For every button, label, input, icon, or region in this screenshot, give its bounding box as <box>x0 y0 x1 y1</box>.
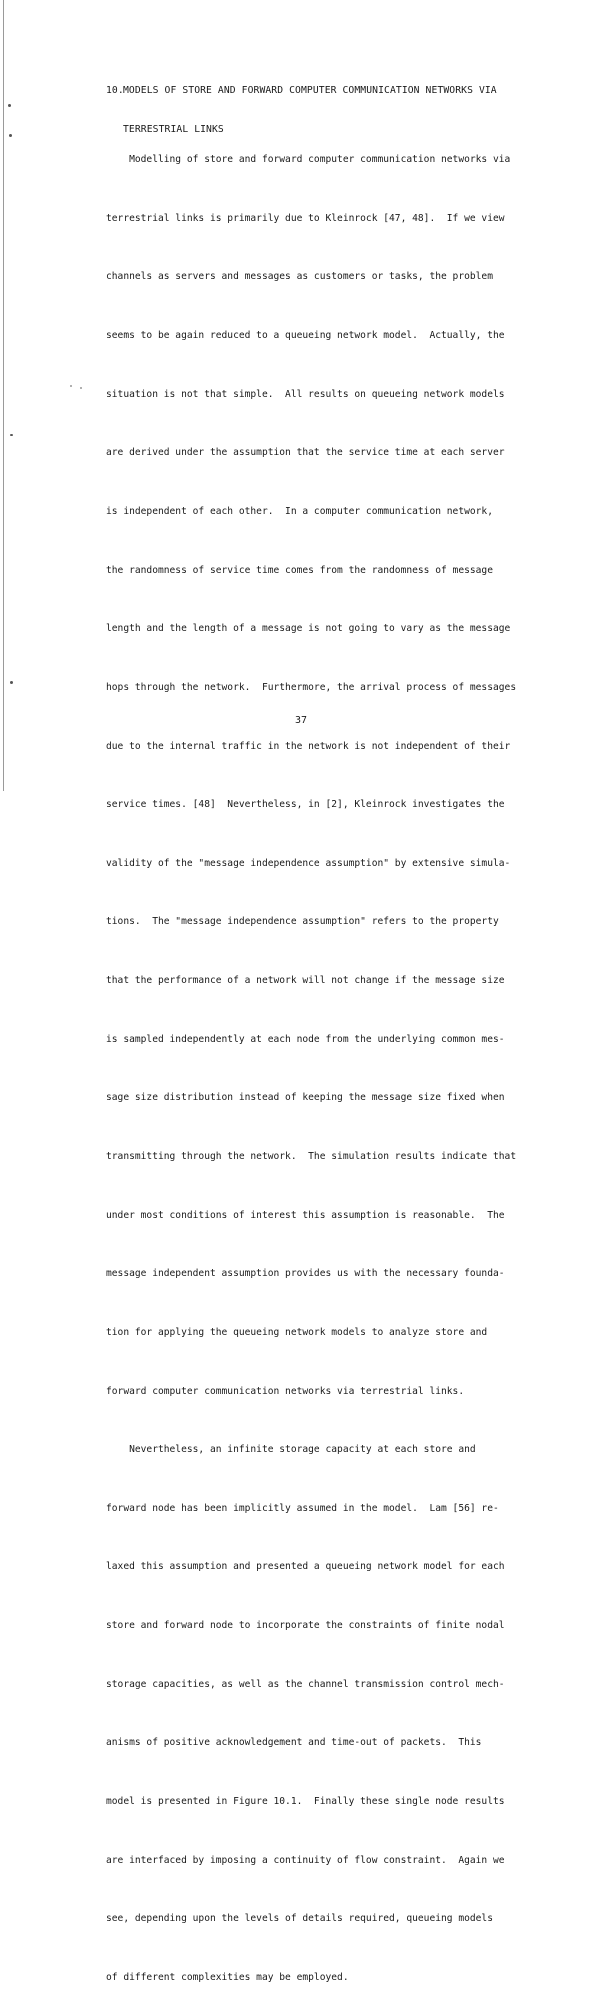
section-heading-line1 <box>106 84 497 97</box>
page-number: 37 <box>295 715 308 726</box>
body-line: anisms of positive acknowledgement and time-out of packets. This <box>106 1737 482 1749</box>
body-line: storage capacities, as well as the channel transmission control mech- <box>106 1678 505 1690</box>
body-line: forward computer communication networks via terrestrial links. <box>106 1385 465 1397</box>
body-line: laxed this assumption and presented a queueing network model for each <box>106 1561 505 1573</box>
scan-speck <box>8 104 11 107</box>
section-title-line2: TERRESTRIAL LINKS <box>123 124 224 135</box>
body-line: transmitting through the network. The simulation results indicate that <box>106 1150 517 1162</box>
body-line: forward node has been implicitly assumed in the model. Lam [56] re- <box>106 1502 499 1514</box>
body-line: terrestrial links is primarily due to Kleinrock [47, 48]. If we view <box>106 212 505 224</box>
body-line: tions. The "message independence assumption" refers to the property <box>106 916 499 928</box>
body-line: tion for applying the queueing network models to analyze store and <box>106 1326 488 1338</box>
body-line: are interfaced by imposing a continuity of flow constraint. Again we <box>106 1854 505 1866</box>
body-line: seems to be again reduced to a queueing network model. Actually, the <box>106 330 505 342</box>
body-line: length and the length of a message is not going to vary as the message <box>106 623 511 635</box>
body-line: that the performance of a network will not change if the message size <box>106 975 505 987</box>
section-title-line1: MODELS OF STORE AND FORWARD COMPUTER COMMUNICATION NETWORKS VIA <box>123 85 497 96</box>
scan-speck <box>10 434 13 436</box>
body-line: see, depending upon the levels of details required, queueing models <box>106 1913 493 1925</box>
scan-speck <box>9 134 12 137</box>
body-line: is sampled independently at each node from the underlying common mes- <box>106 1033 505 1045</box>
body-line: sage size distribution instead of keeping the message size fixed when <box>106 1092 505 1104</box>
body-line: validity of the "message independence assumption" by extensive simula- <box>106 857 511 869</box>
body-line: message independent assumption provides us with the necessary founda- <box>106 1268 505 1280</box>
body-line: situation is not that simple. All results on queueing network models <box>106 388 505 400</box>
section-number: 10. <box>106 85 124 96</box>
body-line: is independent of each other. In a computer communication network, <box>106 505 493 517</box>
body-line: store and forward node to incorporate the constraints of finite nodal <box>106 1620 505 1632</box>
body-line: Modelling of store and forward computer communication networks via <box>106 154 511 166</box>
body-line: service times. [48] Nevertheless, in [2], Kleinrock investigates the <box>106 799 505 811</box>
body-line: are derived under the assumption that the service time at each server <box>106 447 505 459</box>
body-text <box>106 111 546 2007</box>
page-left-edge <box>3 0 4 791</box>
body-line: due to the internal traffic in the network is not independent of their <box>106 740 511 752</box>
body-line: channels as servers and messages as customers or tasks, the problem <box>106 271 493 283</box>
scan-speck <box>10 681 13 684</box>
scan-speck <box>80 387 82 389</box>
body-line: the randomness of service time comes from the randomness of message <box>106 564 493 576</box>
body-line: under most conditions of interest this assumption is reasonable. The <box>106 1209 505 1221</box>
body-line: Nevertheless, an infinite storage capacity at each store and <box>106 1444 476 1456</box>
scan-speck <box>70 385 72 387</box>
body-line: model is presented in Figure 10.1. Finally these single node results <box>106 1796 505 1808</box>
body-line: hops through the network. Furthermore, the arrival process of messages <box>106 681 517 693</box>
body-line: of different complexities may be employed. <box>106 1971 349 1983</box>
